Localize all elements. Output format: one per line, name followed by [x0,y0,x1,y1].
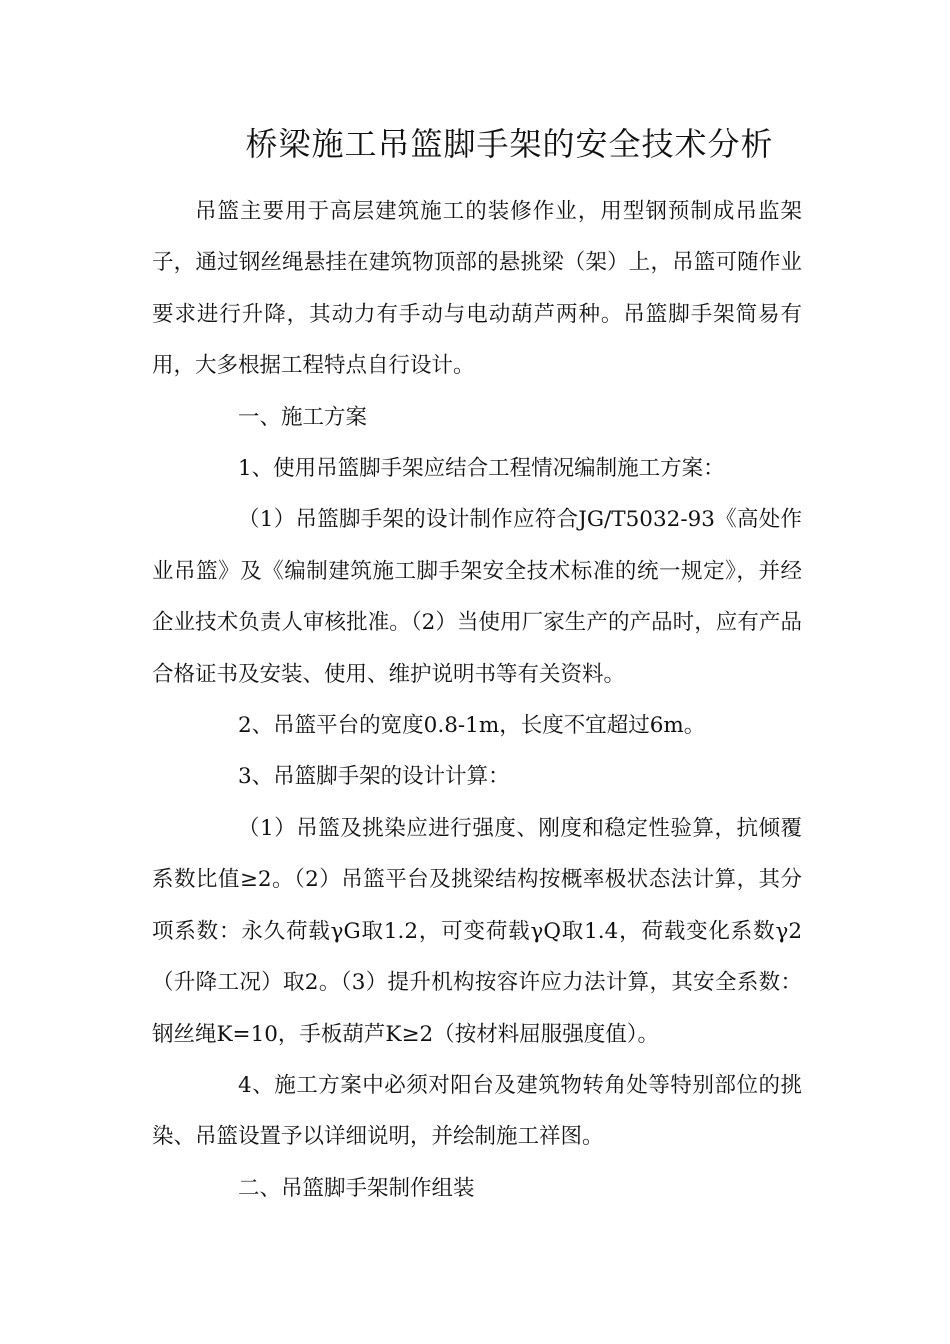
paragraph-item-1: 1、使用吊篮脚手架应结合工程情况编制施工方案： [238,456,725,482]
paragraph-item-2: 2、吊篮平台的宽度0.8-1m，长度不宜超过6m。 [238,713,706,739]
section-heading-construction-plan: 一、施工方案 [238,404,368,430]
paragraph-intro: 吊篮主要用于高层建筑施工的装修作业，用型钢预制成吊监架子，通过钢丝绳悬挂在建筑物顶部的悬挑梁（架）上，吊篮可随作业要求进行升降，其动力有手动与电动葫芦两种。吊篮脚手架简易有用，大多根据工程特点自行设计。 [152,199,802,379]
paragraph-item-4: 4、施工方案中必须对阳台及建筑物转角处等特别部位的挑染、吊篮设置予以详细说明，并绘制施工祥图。 [152,1072,802,1150]
paragraph-item-3-details: （1）吊篮及挑染应进行强度、刚度和稳定性验算，抗倾覆系数比值≥2。（2）吊篮平台及挑梁结构按概率极状态法计算，其分项系数：永久荷载γG取1.2，可变荷载γQ取1.4，荷载变化系数γ2（升降工况）取2。（3）提升机构按容许应力法计算，其安全系数：钢丝绳K=10，手板葫芦K≥2（按材料屈服强度值）。 [152,815,802,1047]
paragraph-item-3: 3、吊篮脚手架的设计计算： [238,764,510,790]
section-heading-fabrication: 二、吊篮脚手架制作组装 [238,1175,475,1201]
document-body [152,186,802,1214]
document-title: 桥梁施工吊篮脚手架的安全技术分析 [245,125,774,163]
paragraph-item-1-details: （1）吊篮脚手架的设计制作应符合JG/T5032-93《高处作业吊篮》及《编制建筑施工脚手架安全技术标准的统一规定》，并经企业技术负责人审核批准。（2）当使用厂家生产的产品时，应有产品合格证书及安装、使用、维护说明书等有关资料。 [152,507,802,687]
